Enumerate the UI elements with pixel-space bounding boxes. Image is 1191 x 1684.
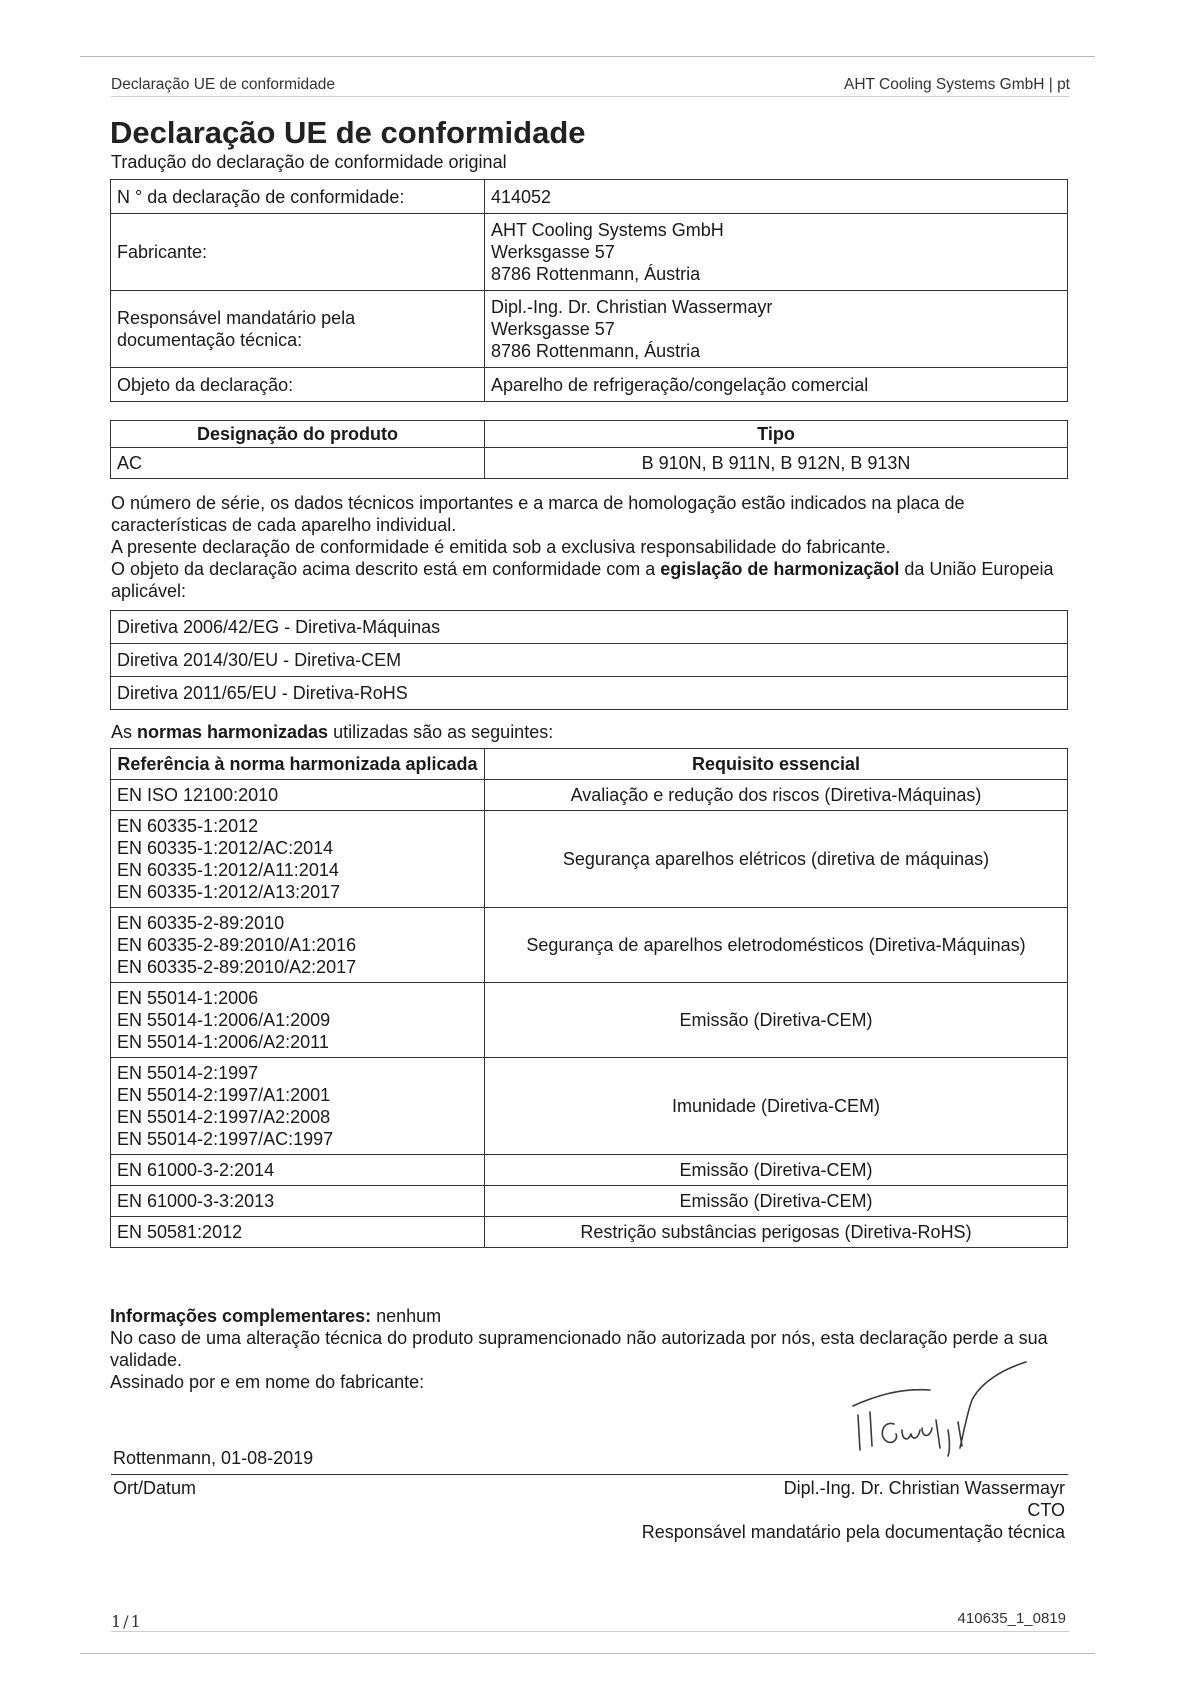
essential-requirement-header: Requisito essencial [485, 749, 1068, 780]
address-line: AHT Cooling Systems GmbH [491, 220, 724, 240]
table-row [111, 677, 1068, 710]
paragraph-line [111, 558, 1071, 602]
norm-refs [111, 1186, 485, 1217]
norms-table [110, 748, 1068, 1248]
paragraph-line: A presente declaração de conformidade é emitida sob a exclusiva responsabilidade do fabricante. [111, 537, 891, 557]
table-row [111, 214, 1068, 291]
info-label: Fabricante: [111, 214, 485, 291]
norm-ref: EN 55014-2:1997/A2:2008 [117, 1107, 331, 1127]
norm-refs [111, 908, 485, 983]
table-row [111, 1186, 1068, 1217]
place-date-label: Ort/Datum [113, 1478, 197, 1498]
signed-by-note: Assinado por e em nome do fabricante: [110, 1372, 425, 1392]
bold-text: egislação de harmonizaçãol [660, 559, 900, 579]
table-row [111, 644, 1068, 677]
label-line: Responsável mandatário pela [117, 308, 356, 328]
norm-requirement: Emissão (Diretiva-CEM) [485, 1186, 1068, 1217]
info-value: 414052 [485, 180, 1068, 214]
address-line: Werksgasse 57 [491, 242, 615, 262]
norm-requirement: Restrição substâncias perigosas (Diretiva-RoHS) [485, 1217, 1068, 1248]
declaration-info-table [110, 179, 1068, 402]
norm-requirement: Imunidade (Diretiva-CEM) [485, 1058, 1068, 1155]
product-designation-header: Designação do produto [111, 421, 485, 448]
norms-intro [111, 722, 553, 743]
bottom-border-rule [80, 1653, 1095, 1654]
norm-ref: EN 55014-1:2006/A1:2009 [117, 1010, 331, 1030]
table-row [111, 1155, 1068, 1186]
address-line: 8786 Rottenmann, Áustria [491, 264, 701, 284]
norm-ref: EN 55014-2:1997 [117, 1063, 259, 1083]
norm-requirement: Segurança aparelhos elétricos (diretiva de máquinas) [485, 811, 1068, 908]
norm-requirement: Segurança de aparelhos eletrodomésticos (Diretiva-Máquinas) [485, 908, 1068, 983]
table-row [111, 611, 1068, 644]
table-row [111, 291, 1068, 368]
info-label: Objeto da declaração: [111, 368, 485, 402]
bold-text: Informações complementares: [110, 1306, 372, 1326]
table-header-row [111, 421, 1068, 448]
table-row [111, 983, 1068, 1058]
label-line: documentação técnica: [117, 330, 303, 350]
directives-table [110, 610, 1068, 710]
table-row [111, 811, 1068, 908]
norm-refs [111, 1155, 485, 1186]
directive-item: Diretiva 2006/42/EG - Diretiva-Máquinas [111, 611, 1068, 644]
table-row [111, 1058, 1068, 1155]
norm-refs [111, 983, 485, 1058]
norm-requirement: Emissão (Diretiva-CEM) [485, 1155, 1068, 1186]
paragraph-line: O número de série, os dados técnicos importantes e a marca de homologação estão indicados na placa de características de cada aparelho individual. [111, 493, 965, 535]
page-subtitle: Tradução do declaração de conformidade original [111, 152, 507, 172]
bold-text: normas harmonizadas [137, 722, 329, 742]
norm-ref: EN 60335-1:2012 [117, 816, 259, 836]
norm-ref: EN 60335-1:2012/A13:2017 [117, 882, 341, 902]
table-row [111, 448, 1068, 479]
footer-divider [111, 1631, 1069, 1632]
text-span: As [111, 722, 138, 742]
place-date: Rottenmann, 01-08-2019 [113, 1448, 314, 1468]
norm-refs [111, 1058, 485, 1155]
info-label [111, 291, 485, 368]
norm-ref: EN ISO 12100:2010 [117, 785, 279, 805]
directive-item: Diretiva 2014/30/EU - Diretiva-CEM [111, 644, 1068, 677]
complementary-value: nenhum [371, 1306, 442, 1326]
signer-name: Dipl.-Ing. Dr. Christian Wassermayr [783, 1478, 1065, 1498]
norm-ref: EN 61000-3-3:2013 [117, 1191, 275, 1211]
norm-requirement: Avaliação e redução dos riscos (Diretiva-Máquinas) [485, 780, 1068, 811]
info-label: N ° da declaração de conformidade: [111, 180, 485, 214]
table-row [111, 780, 1068, 811]
header-company: AHT Cooling Systems GmbH | pt [844, 76, 1070, 93]
address-line: Werksgasse 57 [491, 319, 615, 339]
product-designation: AC [111, 448, 485, 479]
address-line: 8786 Rottenmann, Áustria [491, 341, 701, 361]
norm-ref: EN 60335-2-89:2010/A1:2016 [117, 935, 357, 955]
signer-responsibility: Responsável mandatário pela documentação técnica [641, 1522, 1065, 1542]
info-value [485, 214, 1068, 291]
address-line: Dipl.-Ing. Dr. Christian Wassermayr [491, 297, 773, 317]
type-header: Tipo [485, 421, 1068, 448]
norm-ref: EN 55014-2:1997/A1:2001 [117, 1085, 331, 1105]
info-value [485, 291, 1068, 368]
complementary-line [110, 1305, 1070, 1327]
text-span: O objeto da declaração acima descrito está em conformidade com a [111, 559, 661, 579]
norm-ref: EN 60335-2-89:2010/A2:2017 [117, 957, 357, 977]
norm-ref: EN 50581:2012 [117, 1222, 243, 1242]
table-row [111, 180, 1068, 214]
document-number: 410635_1_0819 [957, 1610, 1066, 1627]
table-row [111, 908, 1068, 983]
signer-block [642, 1477, 1065, 1543]
signature-divider [111, 1474, 1068, 1475]
top-border-rule [80, 56, 1095, 57]
norm-refs [111, 780, 485, 811]
info-value: Aparelho de refrigeração/congelação comercial [485, 368, 1068, 402]
norm-ref: EN 61000-3-2:2014 [117, 1160, 275, 1180]
norm-refs [111, 811, 485, 908]
header-divider [111, 96, 1069, 97]
text-span: da União Europeia aplicável: [111, 559, 1054, 601]
norm-reference-header: Referência à norma harmonizada aplicada [111, 749, 485, 780]
product-types: B 910N, B 911N, B 912N, B 913N [485, 448, 1068, 479]
page-number: 1/1 [111, 1612, 143, 1631]
product-table [110, 420, 1068, 479]
text-span: utilizadas são as seguintes: [328, 722, 554, 742]
norm-ref: EN 60335-1:2012/A11:2014 [117, 860, 339, 880]
validity-note: No caso de uma alteração técnica do produto supramencionado não autorizada por nós, esta declaração perde a sua validade. [110, 1328, 1048, 1370]
norm-refs [111, 1217, 485, 1248]
header-left-title: Declaração UE de conformidade [111, 76, 336, 93]
declaration-paragraph [111, 492, 1071, 602]
directive-item: Diretiva 2011/65/EU - Diretiva-RoHS [111, 677, 1068, 710]
norm-ref: EN 55014-1:2006 [117, 988, 259, 1008]
norm-ref: EN 60335-2-89:2010 [117, 913, 285, 933]
handwritten-signature [850, 1360, 1050, 1470]
table-header-row [111, 749, 1068, 780]
table-row [111, 1217, 1068, 1248]
page-title: Declaração UE de conformidade [110, 115, 586, 150]
norm-ref: EN 55014-2:1997/AC:1997 [117, 1129, 334, 1149]
table-row [111, 368, 1068, 402]
norm-ref: EN 60335-1:2012/AC:2014 [117, 838, 334, 858]
signer-role: CTO [1027, 1500, 1065, 1520]
norm-ref: EN 55014-1:2006/A2:2011 [117, 1032, 329, 1052]
norm-requirement: Emissão (Diretiva-CEM) [485, 983, 1068, 1058]
